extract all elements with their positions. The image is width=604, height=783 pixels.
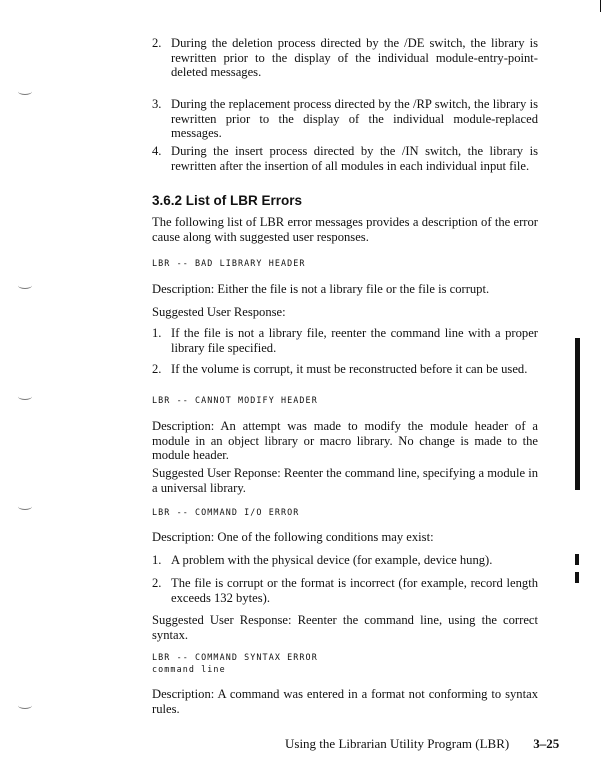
scan-mark xyxy=(600,0,601,12)
suggested-response: Suggested User Reponse: Reenter the command line, specifying a module in a universal library. xyxy=(152,466,538,495)
item-text: During the insert process directed by the /IN switch, the library is rewritten after the insertion of all modules in each individual input file. xyxy=(171,144,538,173)
description: Description: A command was entered in a format not conforming to syntax rules. xyxy=(152,687,538,716)
page-number: 3–25 xyxy=(533,736,560,751)
punch-mark xyxy=(18,503,32,510)
error-code: LBR -- BAD LIBRARY HEADER xyxy=(152,258,306,268)
error-code-argument: command line xyxy=(152,664,226,674)
item-number: 1. xyxy=(152,326,162,340)
item-number: 2. xyxy=(152,362,162,376)
item-text: A problem with the physical device (for example, device hung). xyxy=(171,553,493,567)
error-code: LBR -- CANNOT MODIFY HEADER xyxy=(152,395,318,405)
list-item xyxy=(152,144,538,173)
description: Description: Either the file is not a library file or the file is corrupt. xyxy=(152,282,490,296)
list-item xyxy=(152,326,538,355)
list-item xyxy=(152,36,538,80)
item-text: During the replacement process directed by the /RP switch, the library is rewritten prior to the display of the individual module-replaced messages. xyxy=(171,97,538,141)
list-item xyxy=(152,576,538,605)
suggested-response: Suggested User Response: xyxy=(152,305,286,319)
section-heading: 3.6.2 List of LBR Errors xyxy=(152,193,303,208)
punch-mark xyxy=(18,88,32,95)
error-code: LBR -- COMMAND SYNTAX ERROR xyxy=(152,652,318,662)
punch-mark xyxy=(18,702,32,709)
item-text: The file is corrupt or the format is incorrect (for example, record length exceeds 132 bytes). xyxy=(171,576,538,605)
item-number: 3. xyxy=(152,97,162,111)
change-bar xyxy=(575,572,579,583)
description: Description: An attempt was made to modify the module header of a module in an object library or macro library. No change is made to the module header. xyxy=(152,419,538,463)
punch-mark xyxy=(18,282,32,289)
change-bar xyxy=(575,554,579,565)
list-item xyxy=(152,362,538,377)
intro-paragraph: The following list of LBR error messages provides a description of the error cause along with suggested user responses. xyxy=(152,215,538,244)
item-number: 2. xyxy=(152,576,162,590)
footer-title: Using the Librarian Utility Program (LBR) xyxy=(285,736,510,751)
punch-mark xyxy=(18,393,32,400)
description: Description: One of the following conditions may exist: xyxy=(152,530,434,544)
item-number: 1. xyxy=(152,553,162,567)
suggested-response: Suggested User Response: Reenter the command line, using the correct syntax. xyxy=(152,613,538,642)
list-item xyxy=(152,553,538,568)
item-number: 4. xyxy=(152,144,162,158)
item-text: If the file is not a library file, reenter the command line with a proper library file specified. xyxy=(171,326,538,355)
item-text: If the volume is corrupt, it must be reconstructed before it can be used. xyxy=(171,362,528,376)
error-code: LBR -- COMMAND I/O ERROR xyxy=(152,507,300,517)
page-footer xyxy=(285,736,559,752)
list-item xyxy=(152,97,538,141)
item-text: During the deletion process directed by the /DE switch, the library is rewritten prior to the display of the individual module-entry-point-deleted messages. xyxy=(171,36,538,80)
item-number: 2. xyxy=(152,36,162,50)
change-bar xyxy=(575,338,580,490)
